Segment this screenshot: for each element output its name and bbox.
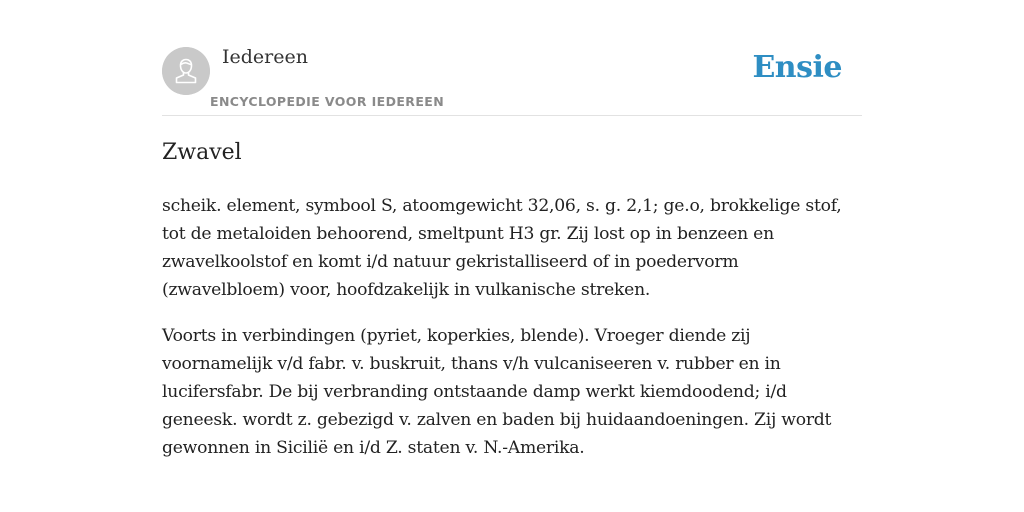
author-subtitle: ENCYCLOPEDIE VOOR IEDEREEN — [210, 94, 445, 109]
avatar[interactable] — [162, 47, 210, 95]
brand-logo-link[interactable]: Ensie — [752, 50, 842, 85]
paragraph-line: voornamelijk v/d fabr. v. buskruit, thans v/h vulcaniseeren v. rubber en in — [162, 354, 781, 374]
article-paragraph — [162, 192, 862, 304]
paragraph-line: Voorts in verbindingen (pyriet, koperkies, blende). Vroeger diende zij — [162, 326, 751, 346]
paragraph-line: (zwavelbloem) voor, hoofdzakelijk in vulkanische streken. — [162, 280, 651, 300]
author-name[interactable]: Iedereen — [222, 46, 308, 68]
paragraph-line: zwavelkoolstof en komt i/d natuur gekristalliseerd of in poedervorm — [162, 252, 739, 272]
paragraph-line: tot de metaloiden behoorend, smeltpunt H3 gr. Zij lost op in benzeen en — [162, 224, 774, 244]
article-title: Zwavel — [162, 140, 242, 165]
user-avatar-icon — [162, 47, 210, 95]
article-body — [162, 192, 862, 480]
article-paragraph — [162, 322, 862, 462]
paragraph-line: lucifersfabr. De bij verbranding ontstaande damp werkt kiemdoodend; i/d — [162, 382, 787, 402]
header — [162, 0, 862, 116]
page-container — [162, 0, 862, 458]
paragraph-line: geneesk. wordt z. gebezigd v. zalven en baden bij huidaandoeningen. Zij wordt — [162, 410, 832, 430]
paragraph-line: gewonnen in Sicilië en i/d Z. staten v. N.-Amerika. — [162, 438, 585, 458]
paragraph-line: scheik. element, symbool S, atoomgewicht 32,06, s. g. 2,1; ge.o, brokkelige stof, — [162, 196, 842, 216]
